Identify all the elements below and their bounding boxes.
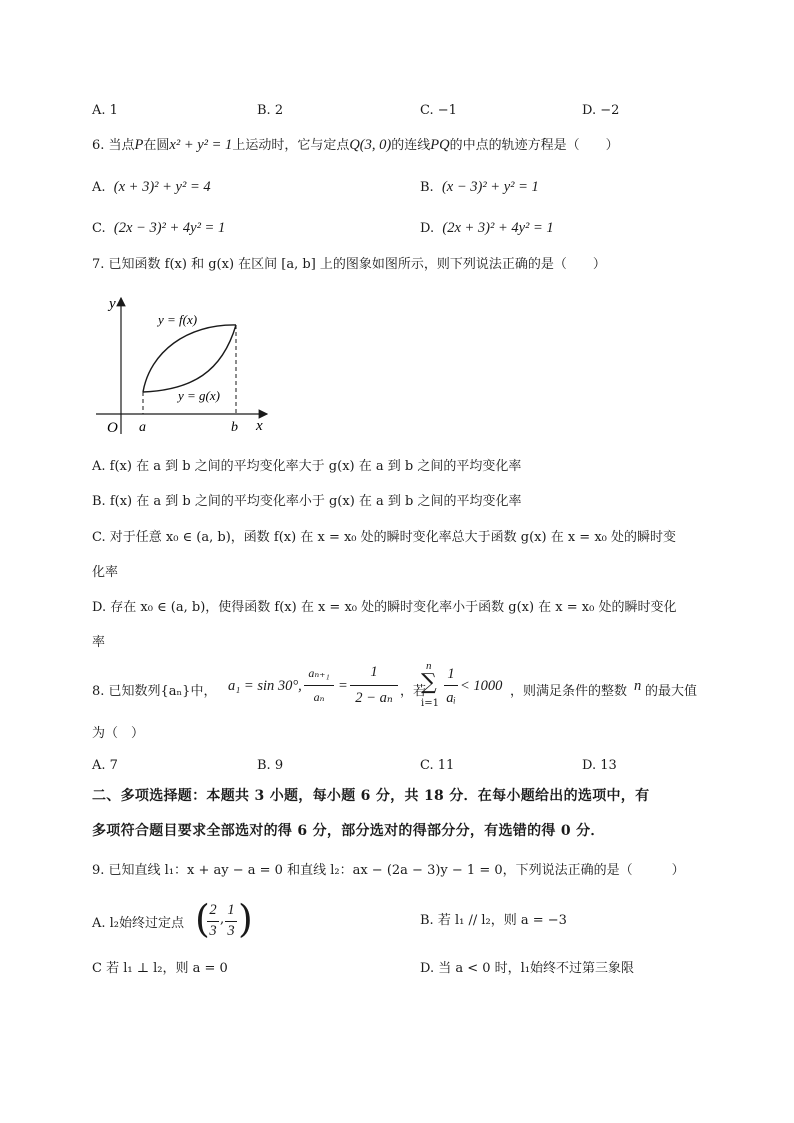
q7-option-d-line1: D. 存在 x₀ ∈ (a, b)，使得函数 f(x) 在 x = x₀ 处的瞬时变化率小于函数 g(x) 在 x = x₀ 处的瞬时变化: [92, 600, 677, 615]
q6-option-b: B. (x − 3)² + y² = 1: [420, 179, 539, 195]
b-label: b: [231, 420, 238, 435]
q9-option-b: B. 若 l₁ // l₂，则 a = −3: [420, 913, 567, 928]
q8-option-c: C. 11: [420, 758, 455, 773]
q8-option-d: D. 13: [582, 758, 617, 773]
q8-option-a: A. 7: [92, 758, 118, 773]
q5-option-c: C. −1: [420, 103, 457, 118]
q6-option-c: C. (2x − 3)² + 4y² = 1: [92, 220, 226, 236]
f-label: y = f(x): [158, 312, 198, 327]
q9-option-a: A. l₂始终过定点 ( 2 3 , 1 3 ): [92, 897, 253, 941]
section2-heading-line2: 多项符合题目要求全部选对的得 6 分，部分选对的得部分分，有选错的得 0 分．: [92, 823, 605, 839]
q7-option-c-line1: C. 对于任意 x₀ ∈ (a, b)，函数 f(x) 在 x = x₀ 处的瞬时变化率总大于函数 g(x) 在 x = x₀ 处的瞬时变: [92, 530, 676, 545]
g-label: y = g(x): [178, 388, 220, 403]
q5-option-d: D. −2: [582, 103, 620, 118]
section2-heading-line1: 二、多项选择题：本题共 3 小题，每小题 6 分，共 18 分．在每小题给出的选项中，有: [92, 788, 650, 804]
q7-figure: [92, 292, 277, 437]
q9-option-d: D. 当 a < 0 时，l₁始终不过第三象限: [420, 961, 635, 976]
q7-option-c-line2: 化率: [92, 565, 119, 580]
q6-option-a: A. (x + 3)² + y² = 4: [92, 179, 211, 195]
origin-label: O: [107, 420, 118, 436]
q5-option-a: A. 1: [92, 103, 118, 118]
y-axis-label: y: [109, 296, 116, 312]
x-axis-label: x: [256, 418, 263, 434]
q7-option-b: B. f(x) 在 a 到 b 之间的平均变化率小于 g(x) 在 a 到 b 之间的平均变化率: [92, 494, 522, 509]
q6-option-d: D. (2x + 3)² + 4y² = 1: [420, 220, 554, 236]
q7-option-a: A. f(x) 在 a 到 b 之间的平均变化率大于 g(x) 在 a 到 b 之间的平均变化率: [92, 459, 522, 474]
q9-option-c: C 若 l₁ ⊥ l₂，则 a = 0: [92, 961, 228, 976]
q7-stem: 7. 已知函数 f(x) 和 g(x) 在区间 [a, b] 上的图象如图所示，则下列说法正确的是（ ）: [92, 257, 606, 272]
q6-stem: 6. 当点P在圆x² + y² = 1上运动时，它与定点Q(3, 0)的连线PQ的中点的轨迹方程是（ ）: [92, 137, 619, 153]
a-label: a: [139, 420, 146, 435]
q8-option-b: B. 9: [257, 758, 284, 773]
q5-option-b: B. 2: [257, 103, 284, 118]
q9-stem: 9. 已知直线 l₁：x + ay − a = 0 和直线 l₂：ax − (2a − 3)y − 1 = 0，下列说法正确的是（ ）: [92, 863, 685, 878]
q8-stem-line2: 为（ ）: [92, 726, 145, 741]
q7-option-d-line2: 率: [92, 635, 106, 650]
